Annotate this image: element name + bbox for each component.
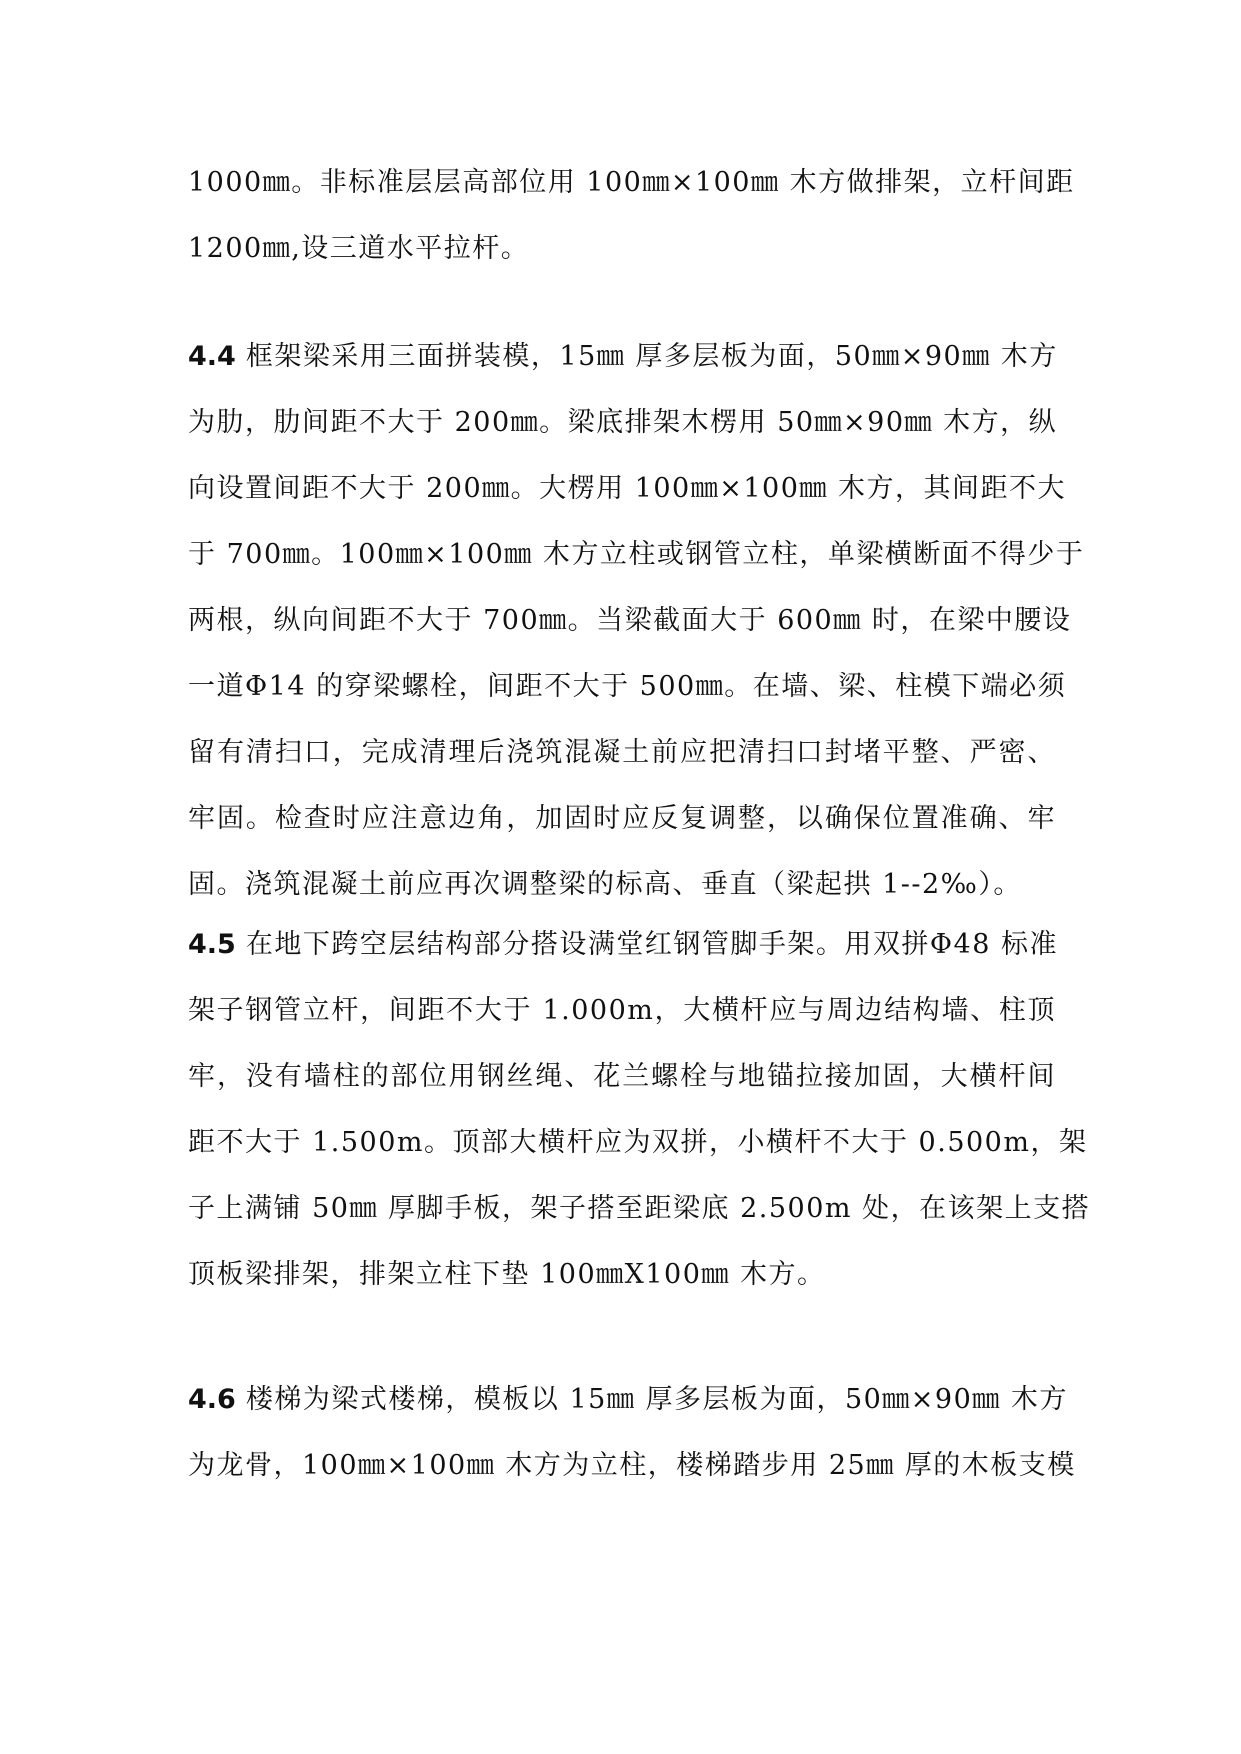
text-line: 架子钢管立杆，间距不大于 1.000m，大横杆应与周边结构墙、柱顶 <box>188 995 1056 1026</box>
paragraph-4-6 <box>188 1367 1076 1499</box>
text-line: 子上满铺 50㎜ 厚脚手板，架子搭至距梁底 2.500m 处，在该架上支搭 <box>188 1193 1091 1224</box>
text-line: 两根，纵向间距不大于 700㎜。当梁截面大于 600㎜ 时，在梁中腰设 <box>188 605 1072 636</box>
text-line: 于 700㎜。100㎜×100㎜ 木方立柱或钢管立柱，单梁横断面不得少于 <box>188 539 1085 570</box>
text-line: 距不大于 1.500m。顶部大横杆应为双拼，小横杆不大于 0.500m，架 <box>188 1127 1088 1158</box>
text-line: 牢固。检查时应注意边角，加固时应反复调整，以确保位置准确、牢 <box>188 803 1056 834</box>
text-line: 顶板梁排架，排架立柱下垫 100㎜X100㎜ 木方。 <box>188 1259 826 1290</box>
text-line: 向设置间距不大于 200㎜。大楞用 100㎜×100㎜ 木方，其间距不大 <box>188 473 1066 504</box>
section-number: 4.6 <box>188 1384 236 1415</box>
text-fragment: 在地下跨空层结构部分搭设满堂红钢管脚手架。用双拼Φ48 标准 <box>235 929 1058 960</box>
text-line <box>188 324 1056 390</box>
text-line: 为肋，肋间距不大于 200㎜。梁底排架木楞用 50㎜×90㎜ 木方，纵 <box>188 407 1058 438</box>
section-number: 4.4 <box>188 341 236 372</box>
paragraph-4-5 <box>188 912 1091 1308</box>
text-line <box>188 912 1056 978</box>
text-line: 固。浇筑混凝土前应再次调整梁的标高、垂直（梁起拱 1--2‰）。 <box>188 869 1022 900</box>
paragraph-4-4 <box>188 324 1085 918</box>
text-fragment: 框架梁采用三面拼装模，15㎜ 厚多层板为面，50㎜×90㎜ 木方 <box>235 341 1058 372</box>
text-line: 牢，没有墙柱的部位用钢丝绳、花兰螺栓与地锚拉接加固，大横杆间 <box>188 1061 1056 1092</box>
section-number: 4.5 <box>188 929 236 960</box>
text-line: 1000㎜。非标准层层高部位用 100㎜×100㎜ 木方做排架，立杆间距 <box>188 167 1075 198</box>
text-line: 为龙骨，100㎜×100㎜ 木方为立柱，楼梯踏步用 25㎜ 厚的木板支模 <box>188 1450 1076 1481</box>
paragraph-continuation <box>188 150 1075 282</box>
text-fragment: 楼梯为梁式楼梯，模板以 15㎜ 厚多层板为面，50㎜×90㎜ 木方 <box>235 1384 1068 1415</box>
text-line: 1200㎜,设三道水平拉杆。 <box>188 233 530 264</box>
text-line <box>188 1367 1068 1433</box>
text-line: 一道Φ14 的穿梁螺栓，间距不大于 500㎜。在墙、梁、柱模下端必须 <box>188 671 1067 702</box>
text-line: 留有清扫口，完成清理后浇筑混凝土前应把清扫口封堵平整、严密、 <box>188 737 1056 768</box>
